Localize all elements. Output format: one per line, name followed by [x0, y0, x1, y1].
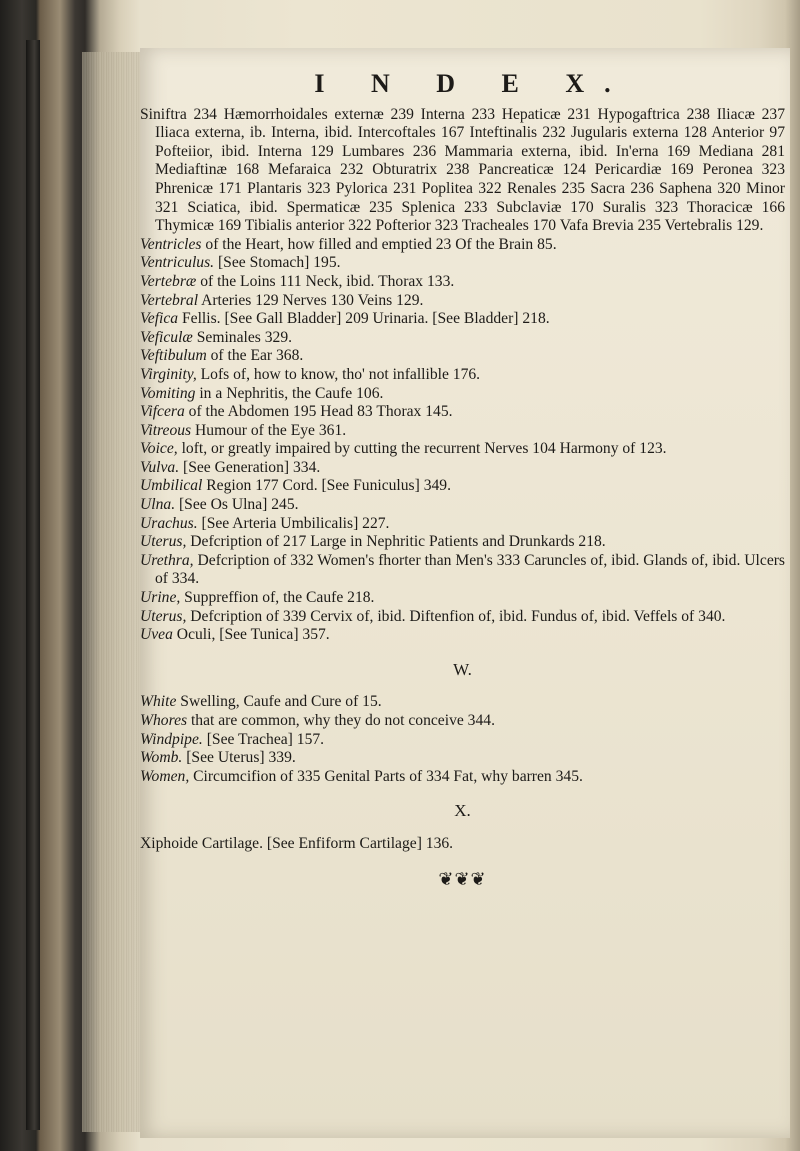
index-text: Defcription of 217 Large in Nephritic Patients and Drunkards 218.: [186, 533, 606, 551]
index-text: Seminales 329.: [192, 328, 293, 346]
index-entry: [140, 749, 785, 768]
index-entry: [140, 440, 785, 459]
index-term: Vertebral: [140, 291, 199, 309]
index-text: Circumcifion of 335 Genital Parts of 334 Fat, why barren 345.: [189, 767, 583, 785]
index-entry: [140, 835, 785, 854]
index-entry: [140, 608, 785, 627]
index-text: Lofs of, how to know, tho' not infallible 176.: [196, 365, 481, 383]
index-text: in a Nephritis, the Caufe 106.: [195, 384, 384, 402]
index-term: Urethra,: [140, 551, 194, 569]
index-text: of the Ear 368.: [206, 347, 304, 365]
index-term: Veftibulum: [140, 347, 207, 365]
lead-entry: Siniftra 234 Hæmorrhoidales externæ 239 Interna 233 Hepaticæ 231 Hypogaftrica 238 Iliacæ 237 Iliaca externa, ib. Interna, ibid. Intercoftales 167 Inteftinalis 232 Jugularis externa 128 Anterior 97 Pofteiior, ibid. Interna 129 Lumbares 236 Mammaria externa, ibid. In'erna 169 Mediana 281 Mediaftinæ 168 Mefaraica 232 Obturatrix 238 Pancreaticæ 124 Pericardiæ 169 Peronea 323 Phrenicæ 171 Plantaris 323 Pylorica 231 Poplitea 322 Renales 235 Sacra 236 Saphena 320 Minor 321 Sciatica, ibid. Spermaticæ 235 Splenica 233 Subclaviæ 170 Suralis 323 Thoracicæ 166 Thymicæ 169 Tibialis anterior 322 Pofterior 323 Tracheales 170 Vafa Brevia 235 Vertebralis 129.: [140, 105, 785, 235]
index-entry: [140, 329, 785, 348]
index-entry: [140, 366, 785, 385]
ornament-icon: ❦❦❦: [438, 868, 487, 889]
index-entry: [140, 712, 785, 731]
index-text: Defcription of 339 Cervix of, ibid. Diftenfion of, ibid. Fundus of, ibid. Veffels of 340.: [186, 607, 726, 625]
index-entry: [140, 236, 785, 255]
index-entry: [140, 693, 785, 712]
index-term: Ulna.: [140, 496, 176, 514]
index-entry: [140, 422, 785, 441]
index-term: Umbilical: [140, 477, 203, 495]
index-term: Vomiting: [140, 384, 196, 402]
x-entries: [140, 835, 785, 854]
index-text: Region 177 Cord. [See Funiculus] 349.: [202, 477, 451, 495]
index-text: of the Loins 111 Neck, ibid. Thorax 133.: [196, 272, 455, 290]
index-text: [See Generation] 334.: [179, 458, 321, 476]
index-text: [See Os Ulna] 245.: [175, 496, 299, 514]
index-entry: [140, 626, 785, 645]
index-term: Vitreous: [140, 421, 192, 439]
index-text: Oculi, [See Tunica] 357.: [172, 626, 330, 644]
index-text: of the Abdomen 195 Head 83 Thorax 145.: [184, 403, 453, 421]
index-term: Vifcera: [140, 403, 185, 421]
index-term: Vefica: [140, 310, 179, 328]
index-text: Xiphoide Cartilage. [See Enfiform Cartilage] 136.: [140, 834, 454, 852]
index-text: that are common, why they do not conceive 344.: [187, 712, 495, 729]
index-term: Vertebræ: [140, 272, 197, 290]
index-entry: [140, 496, 785, 515]
index-entry: [140, 347, 785, 366]
index-term: Ventriculus.: [140, 254, 215, 272]
index-term: Uterus,: [140, 607, 187, 625]
index-text: [See Uterus] 339.: [182, 749, 296, 767]
index-entry: [140, 310, 785, 329]
index-entry: [140, 459, 785, 478]
index-term: Uvea: [140, 626, 173, 644]
index-entry: [140, 552, 785, 589]
v-entries: [140, 236, 785, 645]
index-content: [140, 69, 785, 889]
index-entry: [140, 254, 785, 273]
index-entry: [140, 273, 785, 292]
index-text: Defcription of 332 Women's fhorter than Men's 333 Caruncles of, ibid. Glands of, ibid. Ulcers of 334.: [155, 551, 785, 588]
index-term: Uterus,: [140, 533, 187, 551]
index-term: Veficulæ: [140, 328, 193, 346]
index-text: Arteries 129 Nerves 130 Veins 129.: [198, 291, 424, 309]
book-cover-edge: [26, 40, 40, 1130]
index-text: of the Heart, how filled and emptied 23 Of the Brain 85.: [201, 235, 557, 253]
index-entry: [140, 403, 785, 422]
page-gutter: [82, 52, 142, 1132]
index-text: Suppreffion of, the Caufe 218.: [180, 589, 375, 607]
index-entry: [140, 589, 785, 608]
w-entries: [140, 693, 785, 786]
index-term: Women,: [140, 767, 190, 785]
index-term: Voice,: [140, 440, 178, 458]
index-term: Whores: [140, 712, 188, 729]
index-term: Urachus.: [140, 514, 198, 532]
index-entry: [140, 292, 785, 311]
index-text: Humour of the Eye 361.: [191, 421, 347, 439]
index-term: Windpipe.: [140, 730, 203, 748]
index-text: [See Arteria Umbilicalis] 227.: [197, 514, 390, 532]
index-term: Vulva.: [140, 458, 180, 476]
index-text: loft, or greatly impaired by cutting the recurrent Nerves 104 Harmony of 123.: [177, 440, 667, 458]
index-text: Fellis. [See Gall Bladder] 209 Urinaria. [See Bladder] 218.: [178, 310, 550, 328]
index-entry: [140, 731, 785, 750]
index-entry: [140, 477, 785, 496]
index-entry: [140, 768, 785, 787]
index-text: [See Stomach] 195.: [214, 254, 341, 272]
page-title: I N D E X.: [314, 69, 631, 98]
index-term: White: [140, 693, 177, 711]
index-term: Womb.: [140, 749, 183, 767]
index-term: Ventricles: [140, 235, 202, 253]
section-heading-x: X.: [454, 801, 471, 821]
index-text: [See Trachea] 157.: [202, 730, 325, 748]
section-heading-w: W.: [453, 659, 472, 679]
index-text: Swelling, Caufe and Cure of 15.: [176, 693, 382, 711]
index-term: Virginity,: [140, 365, 197, 383]
index-term: Urine,: [140, 589, 181, 607]
index-entry: [140, 533, 785, 552]
index-entry: [140, 515, 785, 534]
index-entry: [140, 385, 785, 404]
